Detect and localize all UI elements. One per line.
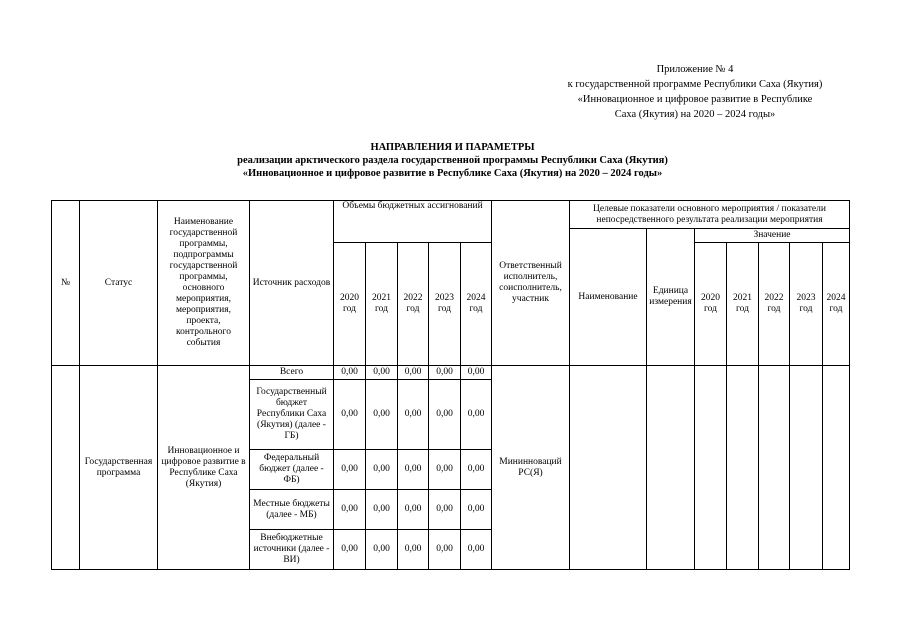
row-value-cell <box>727 366 759 570</box>
title-line-2: реализации арктического раздела государственной программы Республики Саха (Якутия) <box>237 155 668 166</box>
budget-value: 0,00 <box>429 450 461 490</box>
header-budget-group: Объемы бюджетных ассигнований <box>334 201 492 243</box>
source-label: Местные бюджеты (далее - МБ) <box>250 490 334 530</box>
row-num-cell <box>52 366 80 570</box>
budget-value: 0,00 <box>334 366 366 380</box>
header-value-year-2023: 2023 год <box>790 243 823 366</box>
row-status-cell: Государственная программа <box>80 366 158 570</box>
budget-value: 0,00 <box>429 366 461 380</box>
header-value-year-2022: 2022 год <box>759 243 790 366</box>
table-row <box>52 366 850 380</box>
budget-value: 0,00 <box>429 380 461 450</box>
parameters-table <box>51 200 850 570</box>
budget-value: 0,00 <box>366 380 398 450</box>
row-responsible-cell: Мининноваций РС(Я) <box>492 366 570 570</box>
header-value-year-2024: 2024 год <box>823 243 850 366</box>
appendix-note <box>470 62 905 122</box>
source-label: Государственный бюджет Республики Саха (Якутия) (далее - ГБ) <box>250 380 334 450</box>
header-budget-year-2024: 2024 год <box>461 243 492 366</box>
header-budget-year-2022: 2022 год <box>398 243 429 366</box>
row-value-cell <box>790 366 823 570</box>
budget-value: 0,00 <box>398 380 429 450</box>
appendix-line-3: «Инновационное и цифровое развитие в Республике <box>577 94 813 105</box>
budget-value: 0,00 <box>398 450 429 490</box>
title-line-3: «Инновационное и цифровое развитие в Республике Саха (Якутия) на 2020 – 2024 годы» <box>242 168 663 179</box>
budget-value: 0,00 <box>334 450 366 490</box>
budget-value: 0,00 <box>398 366 429 380</box>
header-value-year-2021: 2021 год <box>727 243 759 366</box>
budget-value: 0,00 <box>334 490 366 530</box>
budget-value: 0,00 <box>429 490 461 530</box>
header-budget-year-2020: 2020 год <box>334 243 366 366</box>
appendix-line-2: к государственной программе Республики Саха (Якутия) <box>567 79 823 90</box>
budget-value: 0,00 <box>461 490 492 530</box>
row-value-cell <box>695 366 727 570</box>
header-name: Наименование государственной программы, подпрограммы государственной программы, основного мероприятия, мероприятия, проекта, контрольного события <box>158 201 250 366</box>
row-unit-cell <box>647 366 695 570</box>
row-name-cell: Инновационное и цифровое развитие в Республике Саха (Якутия) <box>158 366 250 570</box>
budget-value: 0,00 <box>366 366 398 380</box>
budget-value: 0,00 <box>461 530 492 570</box>
header-unit: Единица измерения <box>647 229 695 366</box>
header-indicators-group: Целевые показатели основного мероприятия / показатели непосредственного результата реализации мероприятия <box>570 201 850 229</box>
budget-value: 0,00 <box>461 380 492 450</box>
row-indicator-name-cell <box>570 366 647 570</box>
budget-value: 0,00 <box>461 366 492 380</box>
header-responsible: Ответственный исполнитель, соисполнитель, участник <box>492 201 570 366</box>
title-line-1: НАПРАВЛЕНИЯ И ПАРАМЕТРЫ <box>370 142 535 153</box>
header-budget-year-2023: 2023 год <box>429 243 461 366</box>
source-label: Федеральный бюджет (далее - ФБ) <box>250 450 334 490</box>
budget-value: 0,00 <box>334 530 366 570</box>
row-value-cell <box>759 366 790 570</box>
appendix-line-4: Саха (Якутия) на 2020 – 2024 годы» <box>614 109 776 120</box>
budget-value: 0,00 <box>366 530 398 570</box>
header-source: Источник расходов <box>250 201 334 366</box>
appendix-line-1: Приложение № 4 <box>656 64 734 75</box>
row-value-cell <box>823 366 850 570</box>
header-row-1 <box>52 201 850 229</box>
header-status: Статус <box>80 201 158 366</box>
header-budget-year-2021: 2021 год <box>366 243 398 366</box>
header-num: № <box>52 201 80 366</box>
budget-value: 0,00 <box>334 380 366 450</box>
header-value-group: Значение <box>695 229 850 243</box>
document-title <box>0 141 905 180</box>
source-label: Всего <box>250 366 334 380</box>
header-value-year-2020: 2020 год <box>695 243 727 366</box>
budget-value: 0,00 <box>398 530 429 570</box>
budget-value: 0,00 <box>429 530 461 570</box>
source-label: Внебюджетные источники (далее - ВИ) <box>250 530 334 570</box>
budget-value: 0,00 <box>461 450 492 490</box>
header-indicator-name: Наименование <box>570 229 647 366</box>
budget-value: 0,00 <box>398 490 429 530</box>
budget-value: 0,00 <box>366 490 398 530</box>
budget-value: 0,00 <box>366 450 398 490</box>
